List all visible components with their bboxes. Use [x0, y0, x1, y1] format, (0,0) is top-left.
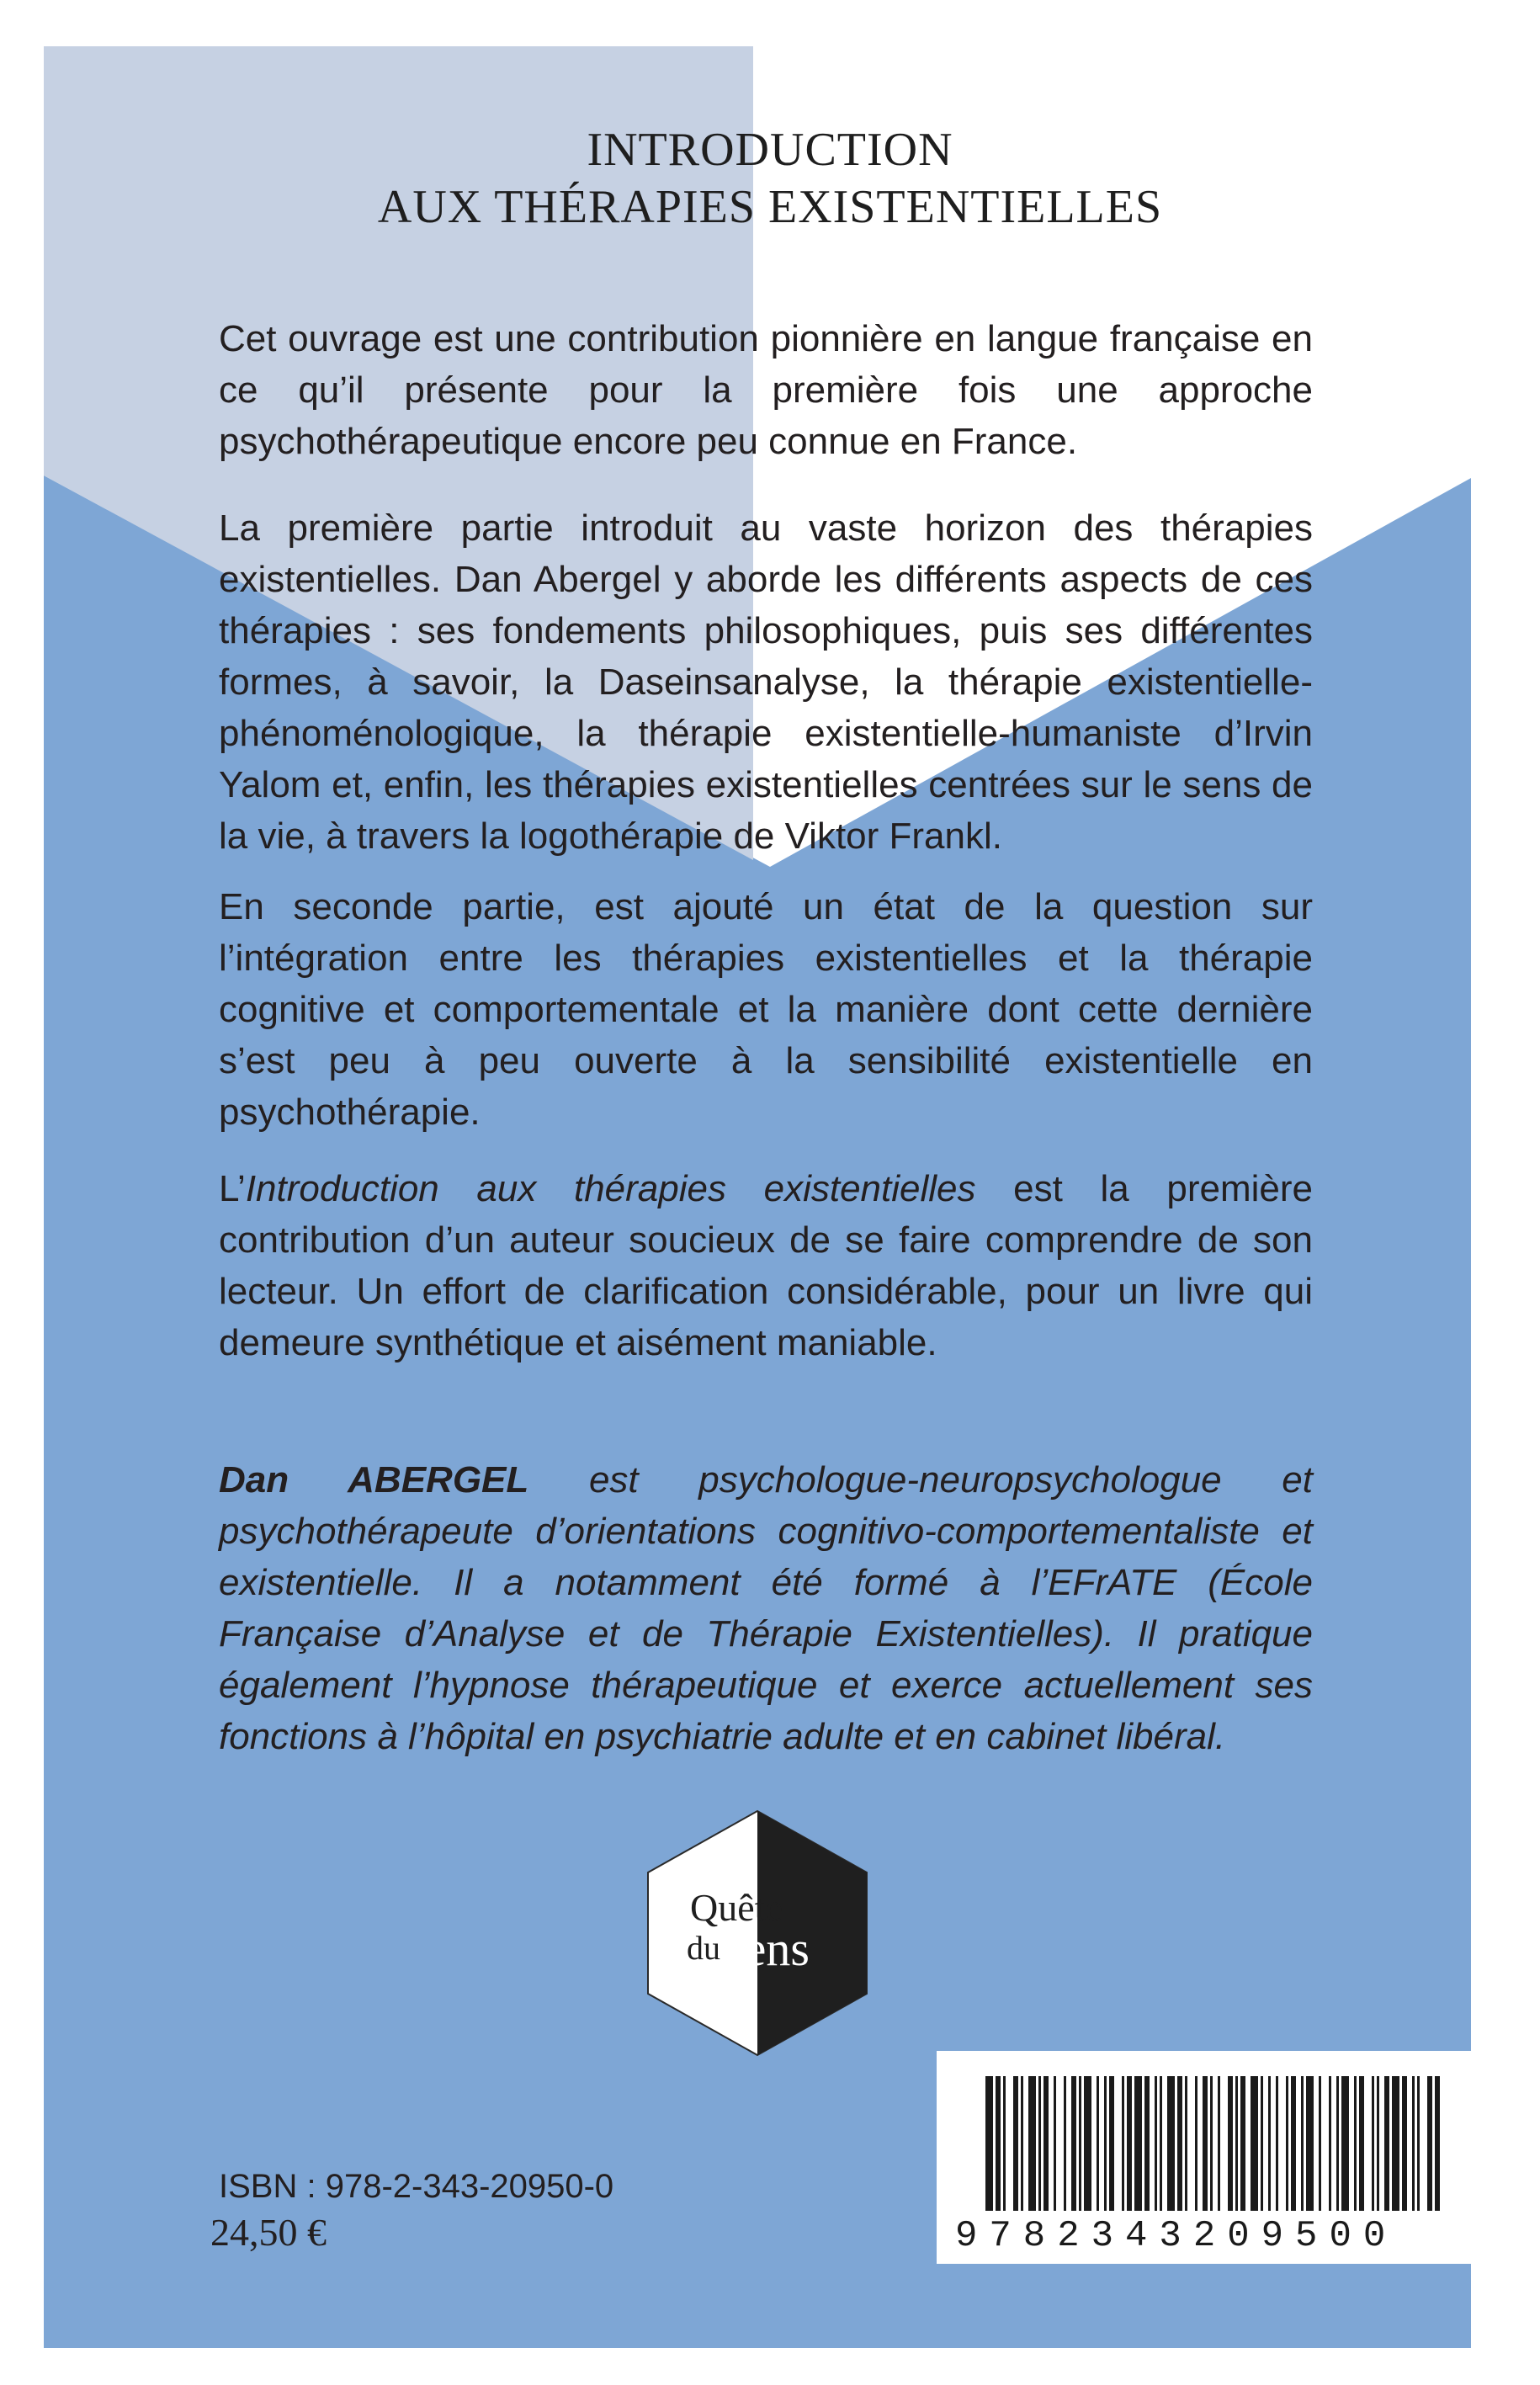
logo-word-du: du	[687, 1929, 720, 1967]
barcode-bar	[1038, 2076, 1041, 2211]
conclusion-text: est la première contribution d’un auteur soucieux de se faire comprendre de son lecteur. Un effort de clarification considérable, pour un livre qui demeure synthétique et aisément maniable.	[219, 1168, 1314, 1363]
barcode-bar	[1276, 2076, 1278, 2211]
barcode-bar	[1291, 2076, 1296, 2211]
title-line-1: INTRODUCTION	[587, 124, 953, 176]
barcode-bar	[1377, 2076, 1379, 2211]
barcode-digits: 9782343209500	[955, 2215, 1398, 2257]
barcode-bar	[1109, 2076, 1114, 2211]
barcode-bar	[1134, 2076, 1142, 2211]
barcode-bar	[1435, 2076, 1440, 2211]
barcode-bar	[1412, 2076, 1415, 2211]
barcode-bar	[1286, 2076, 1288, 2211]
price: 24,50 €	[210, 2211, 327, 2254]
isbn: ISBN : 978-2-343-20950-0	[219, 2168, 614, 2205]
barcode-bar	[1071, 2076, 1076, 2211]
barcode-bar	[1372, 2076, 1374, 2211]
paragraph-second-part: En seconde partie, est ajouté un état de la question sur l’intégration entre les thérapies existentielles et la thérapie cognitive et comportementale et la manière dont cette dernière s’est peu à peu ouverte à la sensibilité existentielle en psychothérapie.	[219, 886, 1313, 1133]
barcode-bar	[1054, 2076, 1056, 2211]
barcode-bar	[1084, 2076, 1091, 2211]
barcode	[937, 2051, 1475, 2264]
barcode-bar	[1127, 2076, 1132, 2211]
barcode-bar	[1306, 2076, 1314, 2211]
barcode-bar	[1359, 2076, 1364, 2211]
barcode-bar	[1392, 2076, 1399, 2211]
barcode-bar	[996, 2076, 1001, 2211]
barcode-bar	[1003, 2076, 1006, 2211]
book-title-italic: Introduction aux thérapies existentielles	[245, 1168, 976, 1209]
barcode-bar	[1319, 2076, 1321, 2211]
author-name: Dan ABERGEL	[219, 1459, 529, 1501]
publisher-logo	[640, 1807, 875, 2059]
barcode-bar	[1079, 2076, 1081, 2211]
barcode-bar	[1104, 2076, 1107, 2211]
barcode-bar	[1354, 2076, 1357, 2211]
barcode-bar	[1122, 2076, 1124, 2211]
barcode-bar	[985, 2076, 993, 2211]
paragraph-intro: Cet ouvrage est une contribution pionnière en langue française en ce qu’il présente pour la première fois une approche psychothérapeutique encore peu connue en France.	[219, 318, 1313, 462]
barcode-bar	[1064, 2076, 1066, 2211]
barcode-bar	[1097, 2076, 1099, 2211]
barcode-bar	[1301, 2076, 1304, 2211]
barcode-bar	[1160, 2076, 1162, 2211]
barcode-bar	[1167, 2076, 1175, 2211]
barcode-bar	[1177, 2076, 1182, 2211]
author-bio-text: est psychologue-neuropsychologue et psychothérapeute d’orientations cognitivo-comportementaliste et existentielle. Il a notamment été formé à l’EFrATE (École Française d’Analyse et de Thérapie Existentielles). Il pratique également l’hypnose thérapeutique et exerce actuellement ses fonctions à l’hôpital en psychiatrie adulte et en cabinet libéral.	[219, 1459, 1313, 1757]
barcode-bar	[1210, 2076, 1213, 2211]
barcode-bar	[1195, 2076, 1197, 2211]
barcode-bar	[1013, 2076, 1018, 2211]
barcode-bar	[1268, 2076, 1271, 2211]
barcode-bar	[1155, 2076, 1157, 2211]
barcode-bar	[1341, 2076, 1349, 2211]
barcode-bar	[1384, 2076, 1389, 2211]
barcode-bar	[1043, 2076, 1049, 2211]
barcode-bar	[1228, 2076, 1233, 2211]
paragraph-first-part: La première partie introduit au vaste horizon des thérapies existentielles. Dan Abergel y aborde les différents aspects de ces thérapies : ses fondements philosophiques, puis ses différentes formes, à savoir, la Daseinsanalyse, la thérapie existentielle-phénoménologique, la thérapie existentielle-humaniste d’Irvin Yalom et, enfin, les thérapies existentielles centrées sur le sens de la vie, à travers la logothérapie de Viktor Frankl.	[219, 507, 1313, 857]
barcode-icon	[937, 2051, 1475, 2219]
barcode-bar	[1251, 2076, 1258, 2211]
barcode-bar	[1417, 2076, 1420, 2211]
title-line-2: AUX THÉRAPIES EXISTENTIELLES	[377, 181, 1163, 233]
barcode-bar	[1203, 2076, 1208, 2211]
barcode-bar	[1021, 2076, 1023, 2211]
barcode-bar	[1235, 2076, 1238, 2211]
barcode-bar	[1028, 2076, 1036, 2211]
author-bio	[219, 1454, 1313, 1762]
logo-word-quete: Quête	[690, 1886, 783, 1929]
paragraph-conclusion	[219, 1163, 1313, 1368]
barcode-bar	[1402, 2076, 1407, 2211]
barcode-bar	[1336, 2076, 1339, 2211]
barcode-bar	[1427, 2076, 1432, 2211]
conclusion-prefix: L’	[219, 1168, 246, 1209]
barcode-bar	[1240, 2076, 1245, 2211]
barcode-bar	[1218, 2076, 1220, 2211]
barcode-bar	[1144, 2076, 1150, 2211]
logo-word-sens: sens	[725, 1921, 810, 1976]
barcode-bar	[1185, 2076, 1187, 2211]
barcode-bar	[1261, 2076, 1263, 2211]
barcode-bar	[1329, 2076, 1331, 2211]
